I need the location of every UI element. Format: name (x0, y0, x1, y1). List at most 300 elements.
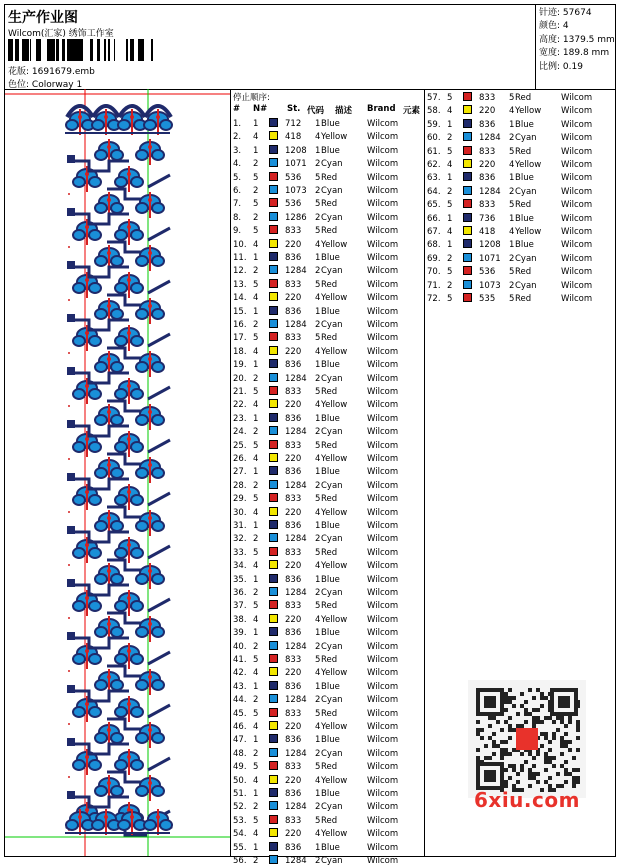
cell-desc: Red (515, 294, 532, 304)
cell-brand: Wilcom (561, 146, 593, 157)
cell-n: 5 (447, 294, 453, 304)
cell-desc: Yellow (321, 775, 348, 786)
cell-desc: Yellow (321, 239, 348, 250)
table-row (233, 198, 421, 211)
sheet-title: 生产作业图 (8, 10, 78, 26)
cell-brand: Wilcom (367, 708, 399, 719)
cell-st: 833 (285, 226, 302, 237)
color-swatch (463, 293, 472, 302)
cell-num: 63. (427, 173, 441, 184)
cell-n: 5 (253, 199, 259, 210)
table-row (233, 828, 421, 841)
cell-st: 833 (285, 815, 302, 826)
cell-code: 2 (315, 186, 321, 196)
table-row (233, 761, 421, 774)
cell-n: 1 (253, 628, 259, 639)
table-row (233, 332, 421, 345)
cell-brand: Wilcom (367, 199, 399, 210)
cell-code: 4 (315, 561, 321, 572)
color-swatch (269, 440, 278, 449)
cell-st: 1208 (479, 240, 501, 251)
cell-brand: Wilcom (561, 160, 593, 170)
cell-desc: Red (321, 762, 338, 773)
color-swatch (269, 252, 278, 261)
cell-desc: Yellow (321, 561, 348, 572)
table-row (233, 587, 421, 600)
table-row (233, 480, 421, 493)
cell-code: 1 (509, 173, 515, 184)
table-row (233, 721, 421, 734)
cell-code: 1 (315, 628, 321, 639)
cell-st: 833 (285, 333, 302, 344)
cell-brand: Wilcom (367, 829, 399, 840)
cell-desc: Blue (515, 213, 534, 224)
cell-num: 3. (233, 145, 242, 156)
cell-st: 535 (479, 294, 496, 304)
cell-brand: Wilcom (367, 480, 399, 491)
cell-desc: Cyan (321, 186, 343, 196)
cell-brand: Wilcom (561, 93, 593, 103)
table-row (233, 574, 421, 587)
cell-n: 5 (253, 172, 259, 183)
cell-brand: Wilcom (367, 172, 399, 183)
cell-brand: Wilcom (367, 574, 399, 585)
table-row (233, 292, 421, 305)
cell-brand: Wilcom (561, 213, 593, 224)
cell-brand: Wilcom (367, 507, 399, 518)
table-row (233, 788, 421, 801)
color-swatch (269, 426, 278, 435)
cell-st: 418 (285, 132, 302, 143)
cell-desc: Yellow (515, 106, 542, 117)
cell-num: 22. (233, 400, 247, 411)
cell-code: 2 (315, 480, 321, 491)
cell-num: 51. (233, 789, 247, 799)
cell-brand: Wilcom (367, 762, 399, 773)
cell-brand: Wilcom (367, 668, 399, 679)
table-row (233, 212, 421, 225)
cell-code: 4 (509, 227, 515, 237)
cell-desc: Blue (321, 467, 340, 478)
cell-st: 220 (479, 160, 496, 170)
color-swatch (269, 855, 278, 864)
table-row (233, 453, 421, 466)
cell-code: 5 (315, 762, 321, 773)
cell-num: 33. (233, 547, 247, 558)
color-swatch (463, 159, 472, 168)
cell-n: 2 (253, 266, 259, 277)
color-swatch (269, 386, 278, 395)
stat-scale: 比例: 0.19 (539, 61, 583, 72)
stat-colors: 颜色: 4 (539, 21, 569, 32)
cell-st: 712 (285, 119, 302, 129)
file-line (8, 64, 95, 77)
cell-code: 4 (509, 160, 515, 170)
table-row (427, 280, 615, 293)
cell-desc: Blue (321, 789, 340, 799)
cell-st: 1284 (285, 856, 307, 866)
cell-num: 40. (233, 641, 247, 652)
color-swatch (269, 815, 278, 824)
cell-code: 2 (315, 748, 321, 759)
cell-num: 69. (427, 253, 441, 264)
color-swatch (269, 292, 278, 301)
color-swatch (463, 119, 472, 128)
color-swatch (463, 280, 472, 289)
cell-brand: Wilcom (367, 440, 399, 451)
cell-st: 836 (285, 413, 302, 424)
cell-n: 1 (253, 574, 259, 585)
table-row (233, 172, 421, 185)
color-swatch (269, 734, 278, 743)
cell-brand: Wilcom (367, 789, 399, 799)
stat-width: 宽度: 189.8 mm (539, 48, 610, 59)
color-swatch (269, 694, 278, 703)
cell-brand: Wilcom (367, 253, 399, 263)
design-stats (535, 5, 615, 89)
header-brand: Brand (367, 104, 396, 114)
cell-desc: Red (515, 200, 532, 211)
cell-st: 536 (285, 199, 302, 210)
table-row (233, 346, 421, 359)
cell-desc: Cyan (515, 253, 537, 264)
cell-desc: Blue (321, 574, 340, 585)
cell-n: 5 (253, 333, 259, 344)
cell-num: 47. (233, 735, 247, 746)
cell-desc: Blue (321, 842, 340, 853)
cell-num: 31. (233, 521, 247, 531)
cell-n: 4 (253, 614, 259, 625)
cell-st: 220 (285, 775, 302, 786)
cell-st: 836 (285, 253, 302, 263)
cell-desc: Yellow (321, 829, 348, 840)
cell-st: 836 (285, 306, 302, 317)
cell-n: 4 (253, 346, 259, 357)
cell-num: 53. (233, 815, 247, 826)
cell-num: 27. (233, 467, 247, 478)
cell-num: 68. (427, 240, 441, 251)
cell-desc: Blue (321, 360, 340, 371)
cell-code: 4 (315, 829, 321, 840)
table-row (427, 293, 615, 306)
cell-st: 220 (285, 722, 302, 732)
cell-n: 1 (447, 240, 453, 251)
cell-code: 2 (315, 856, 321, 866)
cell-n: 2 (253, 427, 259, 438)
cell-brand: Wilcom (561, 133, 593, 144)
color-swatch (269, 212, 278, 221)
cell-st: 836 (479, 173, 496, 184)
table-row (233, 801, 421, 814)
cell-code: 5 (315, 279, 321, 290)
cell-code: 2 (315, 534, 321, 545)
color-swatch (269, 761, 278, 770)
cell-desc: Yellow (321, 614, 348, 625)
cell-num: 39. (233, 628, 247, 639)
table-row (427, 199, 615, 212)
color-swatch (269, 399, 278, 408)
cell-brand: Wilcom (367, 614, 399, 625)
cell-desc: Cyan (321, 266, 343, 277)
table-row (233, 185, 421, 198)
color-swatch (463, 199, 472, 208)
color-swatch (269, 748, 278, 757)
color-swatch (269, 225, 278, 234)
cell-st: 1073 (479, 280, 501, 291)
cell-brand: Wilcom (367, 601, 399, 612)
cell-brand: Wilcom (561, 173, 593, 184)
cell-brand: Wilcom (367, 655, 399, 665)
cell-num: 44. (233, 695, 247, 706)
cell-code: 4 (315, 239, 321, 250)
cell-num: 21. (233, 387, 247, 397)
cell-code: 2 (315, 320, 321, 330)
cell-num: 37. (233, 601, 247, 612)
cell-num: 61. (427, 146, 441, 157)
color-swatch (269, 533, 278, 542)
cell-num: 8. (233, 212, 242, 223)
cell-code: 2 (509, 253, 515, 264)
cell-num: 32. (233, 534, 247, 545)
cell-n: 1 (253, 306, 259, 317)
cell-n: 1 (253, 735, 259, 746)
cell-code: 1 (315, 145, 321, 156)
cell-num: 11. (233, 253, 247, 263)
cell-num: 58. (427, 106, 441, 117)
table-row (233, 708, 421, 721)
cell-code: 5 (315, 655, 321, 665)
cell-desc: Red (515, 146, 532, 157)
cell-desc: Cyan (321, 320, 343, 330)
cell-brand: Wilcom (367, 427, 399, 438)
cell-n: 4 (253, 668, 259, 679)
color-swatch (463, 253, 472, 262)
cell-code: 2 (509, 280, 515, 291)
cell-n: 2 (447, 186, 453, 197)
table-row (233, 466, 421, 479)
cell-brand: Wilcom (367, 226, 399, 237)
cell-num: 59. (427, 119, 441, 130)
cell-num: 67. (427, 227, 441, 237)
cell-n: 2 (253, 641, 259, 652)
cell-st: 220 (285, 507, 302, 518)
color-swatch (269, 346, 278, 355)
cell-num: 25. (233, 440, 247, 451)
cell-brand: Wilcom (367, 306, 399, 317)
cell-num: 35. (233, 574, 247, 585)
cell-st: 220 (285, 400, 302, 411)
color-swatch (269, 158, 278, 167)
cell-n: 5 (447, 146, 453, 157)
cell-code: 5 (509, 93, 515, 103)
cell-brand: Wilcom (561, 294, 593, 304)
cell-brand: Wilcom (561, 227, 593, 237)
cell-code: 4 (315, 507, 321, 518)
cell-n: 5 (253, 279, 259, 290)
cell-num: 66. (427, 213, 441, 224)
cell-code: 4 (315, 346, 321, 357)
cell-n: 5 (253, 387, 259, 397)
cell-st: 1284 (285, 695, 307, 706)
cell-num: 65. (427, 200, 441, 211)
cell-st: 1284 (285, 802, 307, 813)
cell-desc: Cyan (321, 748, 343, 759)
cell-brand: Wilcom (367, 494, 399, 505)
cell-st: 1284 (285, 748, 307, 759)
table-row (233, 855, 421, 868)
cell-code: 2 (315, 427, 321, 438)
cell-brand: Wilcom (561, 240, 593, 251)
cell-num: 28. (233, 480, 247, 491)
cell-num: 12. (233, 266, 247, 277)
table-row (233, 118, 421, 131)
cell-st: 220 (285, 239, 302, 250)
cell-num: 10. (233, 239, 247, 250)
cell-desc: Yellow (321, 454, 348, 464)
cell-num: 7. (233, 199, 242, 210)
cell-desc: Cyan (321, 641, 343, 652)
cell-brand: Wilcom (367, 346, 399, 357)
header-elem: 元素 (403, 106, 421, 116)
cell-code: 1 (315, 521, 321, 531)
cell-st: 1073 (285, 186, 307, 196)
table-row (233, 426, 421, 439)
table-row (233, 681, 421, 694)
cell-desc: Red (321, 440, 338, 451)
cell-n: 1 (253, 360, 259, 371)
cell-code: 4 (315, 775, 321, 786)
cell-code: 1 (315, 842, 321, 853)
cell-code: 1 (509, 240, 515, 251)
cell-n: 4 (447, 227, 453, 237)
color-swatch (463, 226, 472, 235)
cell-desc: Cyan (515, 186, 537, 197)
cell-n: 2 (253, 695, 259, 706)
table-row (233, 600, 421, 613)
cell-desc: Cyan (321, 480, 343, 491)
table-row (233, 667, 421, 680)
cell-num: 2. (233, 132, 242, 143)
cell-desc: Yellow (321, 132, 348, 143)
cell-code: 2 (315, 159, 321, 170)
company-name: Wilcom(汇家) 绣饰工作室 (8, 29, 114, 39)
cell-num: 19. (233, 360, 247, 371)
cell-desc: Yellow (515, 227, 542, 237)
cell-num: 70. (427, 267, 441, 278)
cell-desc: Blue (321, 628, 340, 639)
cell-n: 1 (253, 681, 259, 692)
cell-desc: Cyan (321, 427, 343, 438)
cell-n: 4 (253, 132, 259, 143)
table-row (233, 386, 421, 399)
cell-desc: Blue (321, 735, 340, 746)
cell-brand: Wilcom (367, 748, 399, 759)
color-swatch (269, 801, 278, 810)
cell-brand: Wilcom (367, 333, 399, 344)
table-row (233, 547, 421, 560)
cell-n: 2 (253, 588, 259, 598)
cell-st: 836 (285, 360, 302, 371)
cell-n: 5 (447, 93, 453, 103)
cell-code: 5 (315, 547, 321, 558)
cell-brand: Wilcom (367, 279, 399, 290)
header-desc: 描述 (335, 106, 353, 116)
table-row (427, 172, 615, 185)
cell-st: 220 (285, 454, 302, 464)
color-swatch (269, 627, 278, 636)
cell-st: 833 (285, 601, 302, 612)
cell-st: 1284 (479, 186, 501, 197)
table-row (233, 775, 421, 788)
cell-code: 5 (315, 333, 321, 344)
cell-num: 57. (427, 93, 441, 103)
table-row (233, 533, 421, 546)
cell-num: 55. (233, 842, 247, 853)
table-row (427, 92, 615, 105)
cell-n: 1 (253, 789, 259, 799)
cell-brand: Wilcom (367, 722, 399, 732)
color-swatch (463, 266, 472, 275)
color-swatch (269, 306, 278, 315)
color-swatch (269, 828, 278, 837)
cell-n: 2 (253, 748, 259, 759)
table-row (233, 145, 421, 158)
cell-brand: Wilcom (367, 534, 399, 545)
color-swatch (269, 185, 278, 194)
table-row (233, 493, 421, 506)
cell-desc: Red (321, 708, 338, 719)
cell-code: 2 (315, 212, 321, 223)
cell-brand: Wilcom (367, 373, 399, 384)
cell-desc: Yellow (321, 668, 348, 679)
cell-brand: Wilcom (367, 159, 399, 170)
cell-num: 30. (233, 507, 247, 518)
table-row (233, 734, 421, 747)
cell-brand: Wilcom (367, 815, 399, 826)
table-row (233, 131, 421, 144)
cell-num: 49. (233, 762, 247, 773)
cell-st: 833 (479, 146, 496, 157)
cell-num: 54. (233, 829, 247, 840)
cell-n: 5 (253, 655, 259, 665)
cell-desc: Blue (321, 413, 340, 424)
cell-st: 836 (285, 467, 302, 478)
cell-num: 20. (233, 373, 247, 384)
cell-st: 836 (285, 842, 302, 853)
cell-brand: Wilcom (367, 360, 399, 371)
cell-n: 2 (447, 253, 453, 264)
color-swatch (269, 466, 278, 475)
cell-code: 2 (315, 266, 321, 277)
cell-st: 220 (285, 614, 302, 625)
cell-code: 5 (315, 815, 321, 826)
color-swatch (269, 681, 278, 690)
cell-st: 833 (285, 494, 302, 505)
cell-code: 1 (315, 306, 321, 317)
cell-code: 5 (315, 199, 321, 210)
cell-num: 64. (427, 186, 441, 197)
color-swatch (463, 105, 472, 114)
cell-code: 5 (315, 708, 321, 719)
cell-brand: Wilcom (367, 186, 399, 196)
cell-code: 4 (315, 454, 321, 464)
cell-n: 1 (253, 521, 259, 531)
cell-brand: Wilcom (367, 467, 399, 478)
cell-num: 36. (233, 588, 247, 598)
cell-num: 56. (233, 856, 247, 866)
qr-code-image (468, 680, 586, 798)
cell-n: 1 (253, 145, 259, 156)
